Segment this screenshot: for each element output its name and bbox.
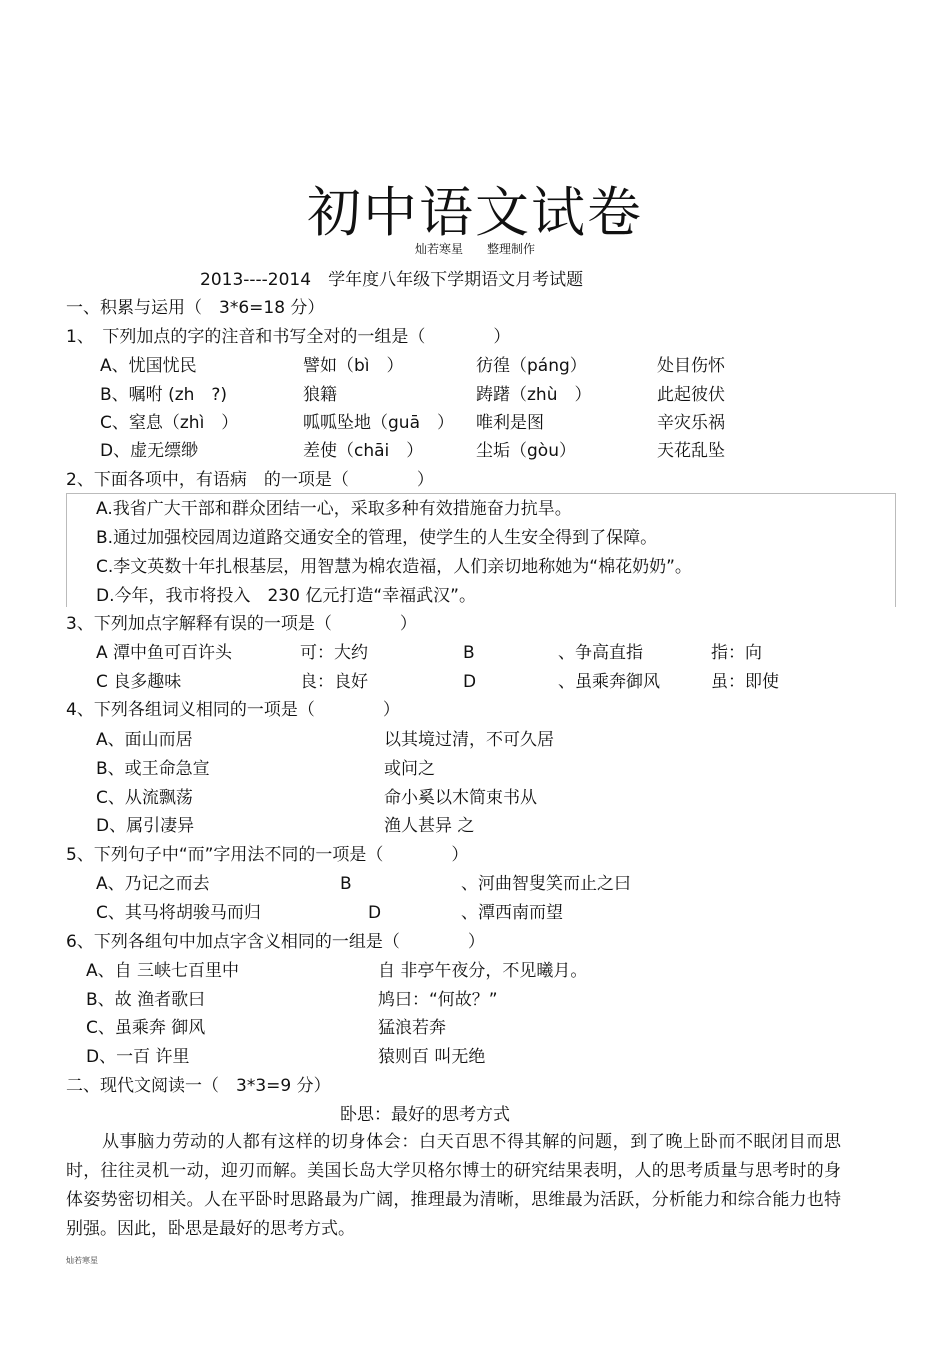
q3-d-text: 、虽乘奔御风 xyxy=(558,672,660,692)
q1-a-3: 彷徨（páng） xyxy=(476,356,587,376)
q1-d-3: 尘垢（gòu） xyxy=(476,441,576,461)
q6-a-1: A、自 三峡七百里中 xyxy=(86,961,240,981)
q2-box-right xyxy=(895,493,896,607)
q1-a-2: 譬如（bì ） xyxy=(303,356,404,376)
maker-line: 灿若寒星 整理制作 xyxy=(414,242,535,256)
q1-b-2: 狼籍 xyxy=(303,385,337,405)
q5-b: 、河曲智叟笑而止之曰 xyxy=(461,874,631,894)
q4-a-1: A、面山而居 xyxy=(96,730,193,750)
q1-b-4: 此起彼伏 xyxy=(657,385,725,405)
q4-c-2: 命小奚以木简束书从 xyxy=(384,788,537,808)
q1-c-3: 唯利是图 xyxy=(476,413,544,433)
q5-stem: 5、下列句子中“而”字用法不同的一项是（ ） xyxy=(66,845,469,865)
q1-b-3: 踌躇（zhù ） xyxy=(476,385,592,405)
q2-box-left xyxy=(66,493,67,607)
q3-b-gloss: 指：向 xyxy=(711,643,762,663)
q1-a-1: A、忧国忧民 xyxy=(100,356,197,376)
q3-b-text: 、争高直指 xyxy=(558,643,643,663)
q3-c-text: C 良多趣味 xyxy=(96,672,182,692)
section2-heading: 二、现代文阅读一（ 3*3=9 分） xyxy=(66,1076,331,1096)
q3-d-gloss: 虽：即使 xyxy=(711,672,779,692)
q2-stem: 2、下面各项中，有语病 的一项是（ ） xyxy=(66,470,434,490)
article-title: 卧思：最好的思考方式 xyxy=(340,1105,510,1125)
q5-d-letter: D xyxy=(368,903,382,923)
q6-b-1: B、故 渔者歌曰 xyxy=(86,990,206,1010)
q3-d-letter: D xyxy=(463,672,477,692)
q6-d-2: 猿则百 叫无绝 xyxy=(378,1047,486,1067)
q3-b-letter: B xyxy=(463,643,475,663)
exam-title: 2013----2014 学年度八年级下学期语文月考试题 xyxy=(200,270,584,290)
q1-d-4: 天花乱坠 xyxy=(657,441,725,461)
article-paragraph: 从事脑力劳动的人都有这样的切身体会：白天百思不得其解的问题，到了晚上卧而不眠闭目而思时，往往灵机一动，迎刃而解。美国长岛大学贝格尔博士的研究结果表明，人的思考质量与思考时的身体姿势密切相关。人在平卧时思路最为广阔，推理最为清晰，思维最为活跃，分析能力和综合能力也特别强。因此，卧思是最好的思考方式。 xyxy=(66,1132,841,1239)
q2-box-top xyxy=(66,493,896,494)
q6-b-2: 鸠曰：“何故？” xyxy=(378,990,498,1010)
q5-b-letter: B xyxy=(340,874,352,894)
section1-heading: 一、积累与运用（ 3*6=18 分） xyxy=(66,298,325,318)
q2-option-c: C.李文英数十年扎根基层，用智慧为棉农造福，人们亲切地称她为“棉花奶奶”。 xyxy=(96,557,692,577)
footer-mark: 灿若寒星 xyxy=(66,1256,98,1265)
q5-c: C、其马将胡骏马而归 xyxy=(96,903,261,923)
q6-a-2: 自 非亭午夜分，不见曦月。 xyxy=(378,961,588,981)
q3-c-gloss: 良：良好 xyxy=(300,672,368,692)
document-title: 初中语文试卷 xyxy=(307,181,643,244)
q4-b-2: 或问之 xyxy=(384,759,435,779)
q2-option-b: B.通过加强校园周边道路交通安全的管理，使学生的人生安全得到了保障。 xyxy=(96,528,658,548)
q1-b-1: B、嘱咐 (zh ?) xyxy=(100,385,228,405)
q1-c-2: 呱呱坠地（guā ） xyxy=(303,413,454,433)
q3-a-gloss: 可：大约 xyxy=(300,643,368,663)
q3-a-text: A 潭中鱼可百许头 xyxy=(96,643,233,663)
q4-a-2: 以其境过清，不可久居 xyxy=(384,730,554,750)
q2-option-d: D.今年，我市将投入 230 亿元打造“幸福武汉”。 xyxy=(96,586,476,606)
q4-d-2: 渔人甚异 之 xyxy=(384,816,475,836)
q5-d: 、潭西南而望 xyxy=(461,903,563,923)
q4-c-1: C、从流飘荡 xyxy=(96,788,193,808)
q5-a: A、乃记之而去 xyxy=(96,874,210,894)
q6-c-1: C、虽乘奔 御风 xyxy=(86,1018,206,1038)
q1-a-4: 处目伤怀 xyxy=(657,356,725,376)
q6-stem: 6、下列各组句中加点字含义相同的一组是（ ） xyxy=(66,932,485,952)
q1-d-2: 差使（chāi ） xyxy=(303,441,424,461)
q4-b-1: B、或王命急宣 xyxy=(96,759,210,779)
q6-c-2: 猛浪若奔 xyxy=(378,1018,446,1038)
q6-d-1: D、一百 许里 xyxy=(86,1047,190,1067)
q1-d-1: D、虚无缥缈 xyxy=(100,441,199,461)
q2-option-a: A.我省广大干部和群众团结一心，采取多种有效措施奋力抗旱。 xyxy=(96,499,572,519)
q3-stem: 3、下列加点字解释有误的一项是（ ） xyxy=(66,614,417,634)
q1-c-4: 辛灾乐祸 xyxy=(657,413,725,433)
q4-stem: 4、下列各组词义相同的一项是（ ） xyxy=(66,700,400,720)
q1-stem: 1、 下列加点的字的注音和书写全对的一组是（ ） xyxy=(66,327,511,347)
q4-d-1: D、属引凄异 xyxy=(96,816,195,836)
q1-c-1: C、窒息（zhì ） xyxy=(100,413,239,433)
